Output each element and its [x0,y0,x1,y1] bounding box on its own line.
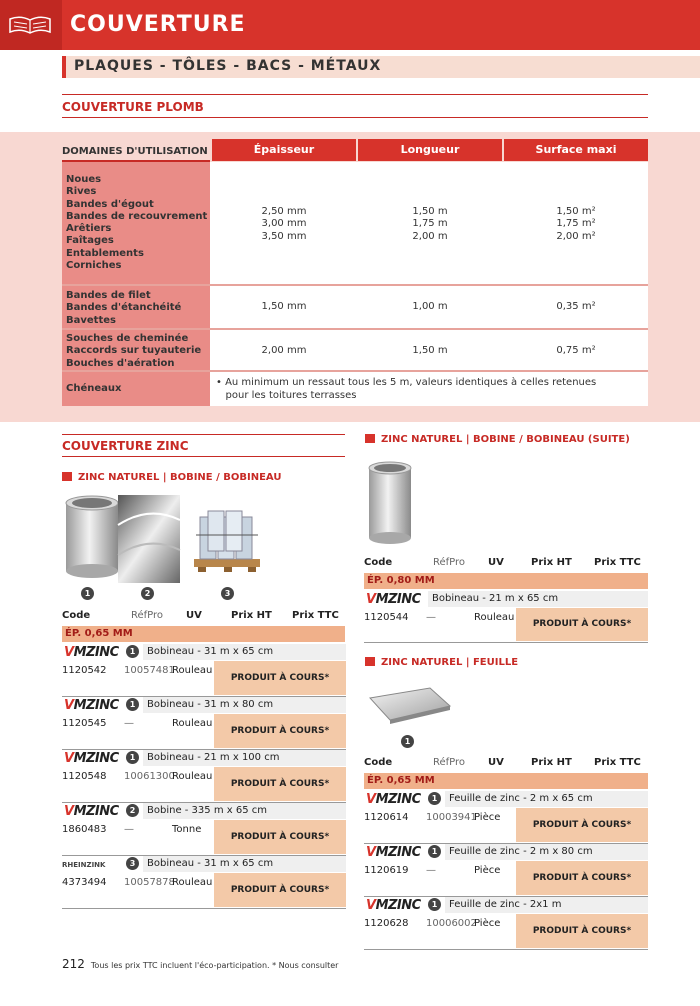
col-refpro: RéfPro [433,757,466,768]
brand-logo-text: MZINC [375,898,421,913]
col-refpro: RéfPro [131,610,164,621]
book-icon [0,0,62,50]
brand-logo-accent: V [366,592,376,607]
brand-logo-vmzinc [366,845,421,860]
product-refpro: — [426,865,436,876]
book-icon-svg [0,0,62,50]
plomb-row-separator [62,328,648,330]
brand-logo-accent: V [366,792,376,807]
product-uv: Rouleau [474,612,515,623]
bobine-suite-subsection-label: ZINC NATUREL | BOBINE / BOBINEAU (SUITE) [381,434,630,445]
image-ref-number: 1 [428,898,441,911]
row-divider [62,908,346,909]
image-ref-number: 3 [126,857,139,870]
brand-logo-text: MZINC [73,645,119,660]
plomb-row-separator [62,284,648,286]
zinc-rule-top [62,434,345,435]
brand-logo-vmzinc [366,898,421,913]
product-description: Feuille de zinc - 2x1 m [445,897,648,913]
product-uv: Rouleau [172,877,213,888]
col-prix-ht: Prix HT [531,757,572,768]
brand-logo-text: MZINC [73,804,119,819]
product-code: 1120628 [364,918,409,929]
thickness-band: ÉP. 0,65 MM [364,773,648,789]
brand-logo-text: MZINC [375,845,421,860]
product-description: Bobine - 335 m x 65 cm [143,803,346,819]
brand-logo-text: MZINC [375,592,421,607]
product-description: Bobineau - 31 m x 65 cm [143,644,346,660]
col-uv: UV [186,610,202,621]
product-refpro: 10003941 [426,812,477,823]
product-uv: Rouleau [172,771,213,782]
plomb-domains-row-2: Bandes de filet Bandes d'étanchéité Bavettes [66,290,182,326]
brand-logo-text: MZINC [73,751,119,766]
product-code: 1120544 [364,612,409,623]
bobine-suite-subsection-title [365,434,630,445]
product-uv: Tonne [172,824,202,835]
bobine-subsection-label: ZINC NATUREL | BOBINE / BOBINEAU [78,472,282,483]
page-header [0,0,700,50]
image-ref-number: 1 [428,845,441,858]
col-uv: UV [488,757,504,768]
product-refpro: — [426,612,436,623]
plomb-domains-row-1: Noues Rives Bandes d'égout Bandes de recouvrement Arêtiers Faîtages Entablements Corniches [66,174,208,272]
product-refpro: — [124,824,134,835]
col-code: Code [364,757,393,768]
product-code: 1860483 [62,824,107,835]
product-refpro: 10006002 [426,918,477,929]
brand-logo-accent: V [64,751,74,766]
price-on-request[interactable]: PRODUIT À COURS* [516,861,648,895]
product-description: Bobineau - 31 m x 80 cm [143,697,346,713]
thickness-band: ÉP. 0,65 MM [62,626,345,642]
image-ref-number: 1 [428,792,441,805]
product-code: 1120548 [62,771,107,782]
price-on-request[interactable]: PRODUIT À COURS* [214,767,346,801]
product-description: Feuille de zinc - 2 m x 80 cm [445,844,648,860]
plomb-cheneaux-note: • Au minimum un ressaut tous les 5 m, valeurs identiques à celles retenues pour les toitures terrasses [216,377,597,401]
brand-logo-rheinzink: RHEINZINK [62,861,106,869]
plomb-col-longueur: Longueur [358,139,502,161]
col-code: Code [62,610,91,621]
plomb-row-header: DOMAINES D'UTILISATION [62,146,208,157]
plomb-row-separator [62,370,648,372]
price-on-request[interactable]: PRODUIT À COURS* [214,820,346,854]
plomb-col-epaisseur: Épaisseur [212,139,356,161]
plomb-domains-row-3: Souches de cheminée Raccords sur tuyauterie Bouches d'aération [66,333,202,369]
plomb-epaisseur-row-2: 1,50 mm [261,301,307,312]
brand-logo-accent: V [366,845,376,860]
col-refpro: RéfPro [433,557,466,568]
price-on-request[interactable]: PRODUIT À COURS* [214,661,346,695]
image-number-1: 1 [401,735,414,748]
image-ref-number: 1 [126,751,139,764]
brand-logo-accent: V [64,804,74,819]
product-refpro: 10057481 [124,665,175,676]
brand-logo-vmzinc [366,792,421,807]
image-ref-number: 1 [126,698,139,711]
price-on-request[interactable]: PRODUIT À COURS* [516,808,648,842]
image-ref-number: 2 [126,804,139,817]
product-refpro: 10061300 [124,771,175,782]
brand-logo-vmzinc [64,645,119,660]
page-title: COUVERTURE [70,12,246,37]
feuille-subsection-label: ZINC NATUREL | FEUILLE [381,657,519,668]
product-description: Bobineau - 31 m x 65 cm [143,856,346,872]
brand-logo-accent: V [64,645,74,660]
brand-logo-vmzinc [64,751,119,766]
image-number-3: 3 [221,587,234,600]
plomb-epaisseur-row-1: 2,50 mm 3,00 mm 3,50 mm [261,206,307,242]
brand-logo-text: MZINC [375,792,421,807]
bobineau-image [62,495,122,580]
col-uv: UV [488,557,504,568]
zinc-rule-bottom [62,456,345,457]
bobine-image [118,495,180,583]
thickness-band: ÉP. 0,80 MM [364,573,648,589]
plomb-col-surface: Surface maxi [504,139,648,161]
zinc-section-title: COUVERTURE ZINC [62,439,189,453]
col-prix-ht: Prix HT [531,557,572,568]
product-uv: Rouleau [172,718,213,729]
bobine-subsection-title [62,472,281,483]
product-description: Bobineau - 21 m x 100 cm [143,750,346,766]
price-on-request[interactable]: PRODUIT À COURS* [516,914,648,948]
pallet-image [190,505,268,573]
row-divider [364,642,648,643]
col-prix-ht: Prix HT [231,610,272,621]
plomb-epaisseur-row-3: 2,00 mm [261,345,307,356]
plomb-rule-bottom [62,117,648,118]
brand-logo-vmzinc [64,804,119,819]
price-on-request[interactable]: PRODUIT À COURS* [214,714,346,748]
plomb-section-title: COUVERTURE PLOMB [62,100,204,114]
brand-logo-accent: V [64,698,74,713]
page-footer [62,957,338,971]
product-description: Feuille de zinc - 2 m x 65 cm [445,791,648,807]
plomb-surface-row-1: 1,50 m² 1,75 m² 2,00 m² [556,206,596,242]
product-uv: Pièce [474,865,501,876]
feuille-subsection-title [365,657,518,668]
price-on-request[interactable]: PRODUIT À COURS* [516,608,648,641]
brand-logo-text: MZINC [73,698,119,713]
product-uv: Pièce [474,812,501,823]
image-number-2: 2 [141,587,154,600]
subheader-band [62,56,700,78]
col-prix-ttc: Prix TTC [594,557,641,568]
bobineau-suite-image [366,460,414,546]
col-code: Code [364,557,393,568]
plomb-longueur-row-3: 1,50 m [412,345,448,356]
price-on-request[interactable]: PRODUIT À COURS* [214,873,346,907]
subheader-title: PLAQUES - TÔLES - BACS - MÉTAUX [74,58,382,74]
feuille-image [370,688,452,730]
image-number-1: 1 [81,587,94,600]
row-divider [364,949,648,950]
product-code: 4373494 [62,877,107,888]
page-number: 212 [62,957,85,971]
product-refpro: — [124,718,134,729]
product-code: 1120619 [364,865,409,876]
plomb-longueur-row-2: 1,00 m [412,301,448,312]
product-uv: Pièce [474,918,501,929]
col-prix-ttc: Prix TTC [292,610,339,621]
product-code: 1120542 [62,665,107,676]
plomb-domains-row-4: Chéneaux [66,383,122,394]
image-ref-number: 1 [126,645,139,658]
product-refpro: 10057878 [124,877,175,888]
product-code: 1120545 [62,718,107,729]
product-uv: Rouleau [172,665,213,676]
plomb-surface-row-3: 0,75 m² [556,345,596,356]
brand-logo-vmzinc [366,592,421,607]
product-description: Bobineau - 21 m x 65 cm [428,591,648,607]
plomb-longueur-row-1: 1,50 m 1,75 m 2,00 m [412,206,448,242]
col-prix-ttc: Prix TTC [594,757,641,768]
brand-logo-vmzinc [64,698,119,713]
plomb-rule-top [62,94,648,95]
footer-note: Tous les prix TTC incluent l'éco-participation. * Nous consulter [90,961,339,970]
plomb-surface-row-2: 0,35 m² [556,301,596,312]
product-code: 1120614 [364,812,409,823]
brand-logo-accent: V [366,898,376,913]
